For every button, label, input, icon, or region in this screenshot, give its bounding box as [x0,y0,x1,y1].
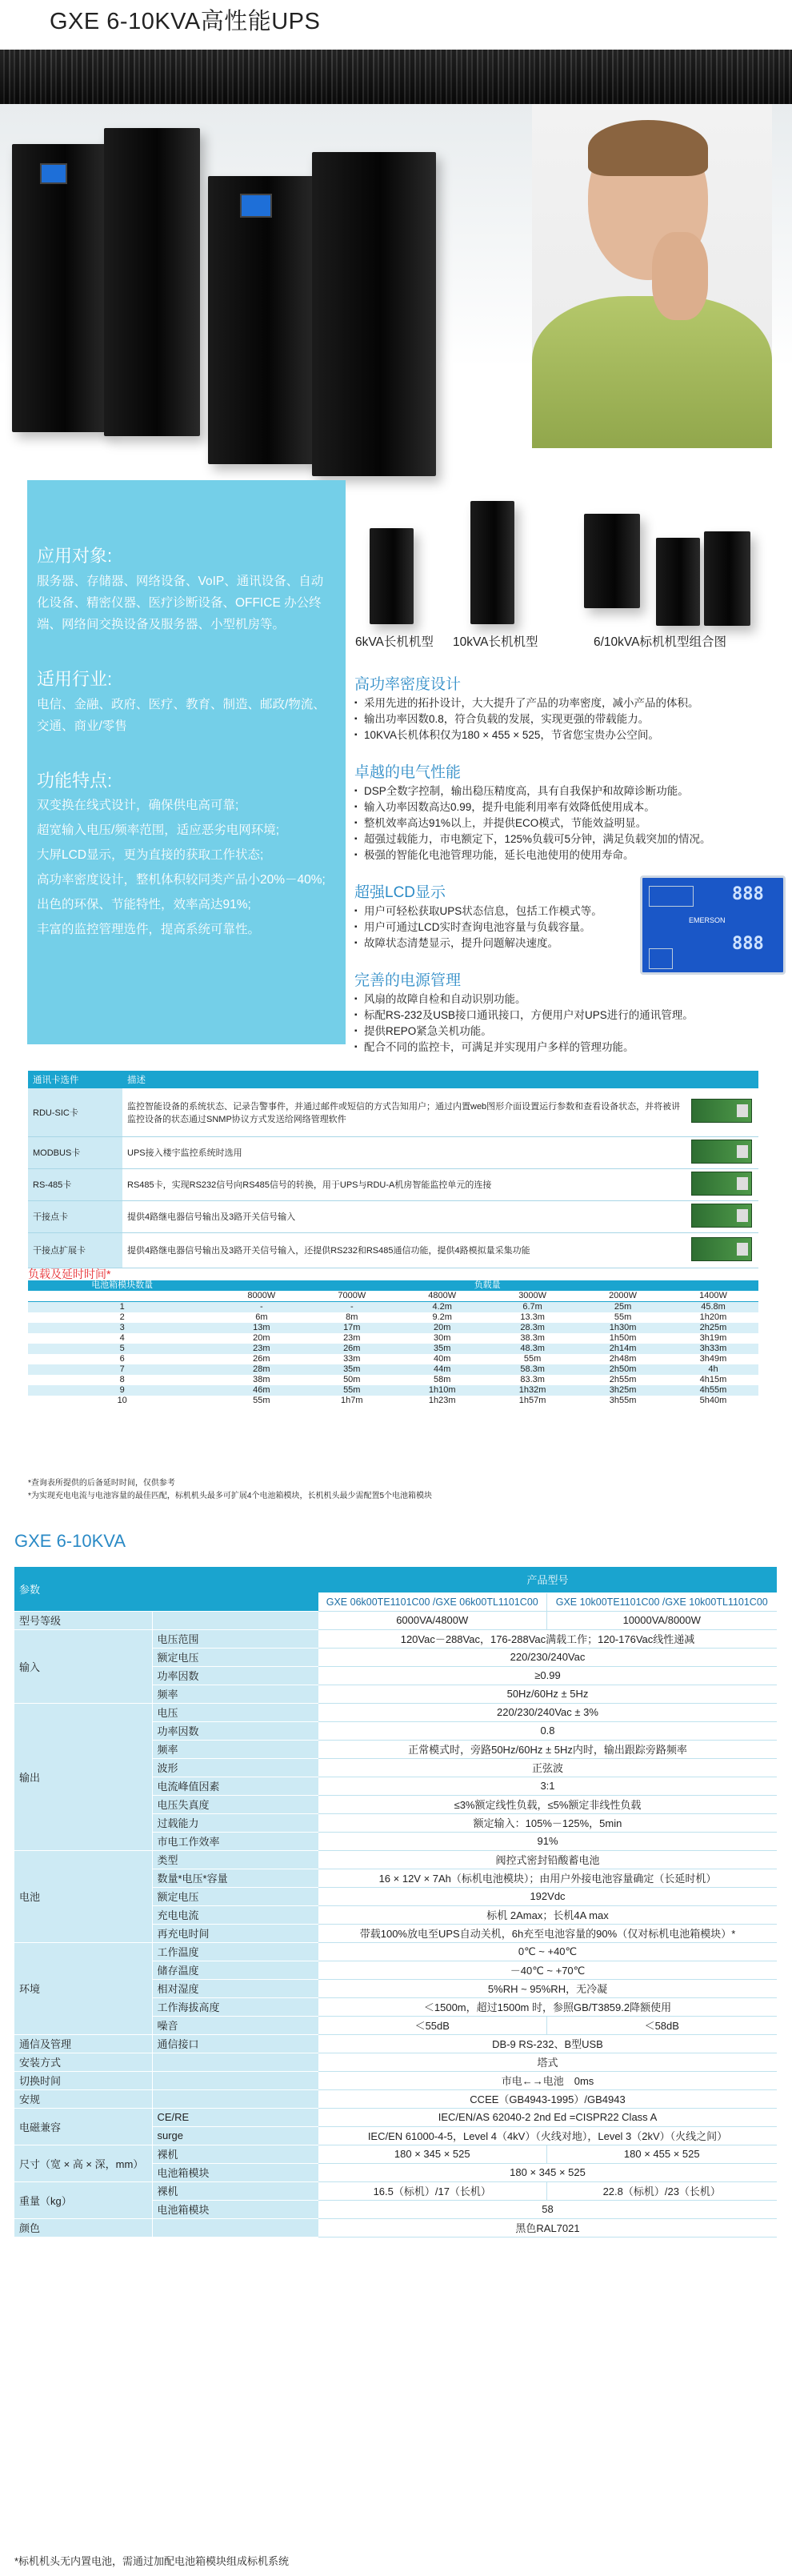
backup-time: 40m [433,1354,451,1364]
backup-time: 1h30m [578,1323,668,1333]
backup-time: 17m [306,1323,397,1333]
comm-header: 描述 [122,1071,758,1088]
spec-sub [152,2089,318,2108]
section-power-density [354,672,786,743]
spec-table [14,1567,777,2237]
spec-group: 输出 [14,1703,152,1850]
spec-row [14,2218,777,2237]
spec-value: 16 × 12V × 7Ah（标机电池模块）；由用户外接电池容量确定（长延时机） [318,1869,777,1887]
backup-time: - [306,1302,397,1313]
spec-value: 220/230/240Vac [318,1648,777,1666]
feature-item: 双变换在线式设计，确保供电高可靠; [37,799,239,812]
backup-time: 2h14m [578,1344,668,1354]
backup-time: 1h50m [609,1333,637,1343]
backup-time: 58m [433,1375,451,1384]
backup-time: 2h25m [668,1323,758,1333]
card-image [691,1237,752,1261]
spec-model-a: GXE 06k00TE1101C00 /GXE 06k00TL1101C00 [318,1592,546,1611]
feature-item: 出色的环保、节能特性，效率高达91%; [37,898,251,911]
spec-value: 标机 2Amax；长机4A max [318,1905,777,1924]
backup-time: 33m [343,1354,361,1364]
spec-value: 50Hz/60Hz ± 5Hz [318,1685,777,1703]
spec-row [14,1629,777,1648]
backup-time: 1h57m [518,1396,546,1405]
backup-time: 26m [306,1344,397,1354]
table-row [28,1344,758,1354]
spec-value: 192Vdc [318,1887,777,1905]
spec-value: 带载100%放电至UPS自动关机，6h充至电池容量的90%（仅对标机电池箱模块）* [318,1924,777,1942]
battery-count: 10 [117,1396,127,1405]
lcd-display-image [640,875,786,975]
spec-sub: 数量*电压*容量 [152,1869,318,1887]
spec-model-header: 产品型号 [318,1567,777,1592]
spec-sub: 类型 [152,1850,318,1869]
section-title: 卓越的电气性能 [354,764,462,781]
backup-time: 38.3m [520,1333,545,1343]
spec-sub: 功率因数 [152,1721,318,1740]
ups-combo-image [704,531,750,626]
spec-row [14,1942,777,1961]
backup-time: 35m [397,1344,487,1354]
backup-time: 3h33m [668,1344,758,1354]
backup-time: 1h20m [699,1312,727,1322]
load-header: 7000W [306,1291,397,1302]
spec-sub: 电流峰值因素 [152,1777,318,1795]
spec-row [14,2053,777,2071]
spec-sub [152,2218,318,2237]
section-item: ▪ 10KVA长机体积仅为180 × 455 × 525，节省您宝贵办公空间。 [354,727,786,743]
card-image [691,1140,752,1164]
model-caption: 10kVA长机机型 [453,635,538,649]
section-item: ▪ DSP全数字控制，输出稳压精度高，具有自我保护和故障诊断功能。 [354,783,786,799]
section-power-mgmt [354,968,786,1056]
spec-value: DB-9 RS-232、B型USB [318,2034,777,2053]
backup-time: 1h23m [428,1396,456,1405]
spec-value: 91% [318,1832,777,1850]
ups-combo-image [584,514,640,608]
backup-time-table [28,1280,758,1406]
card-image [691,1099,752,1123]
backup-col-battery: 电池箱模块数量 [28,1280,216,1291]
backup-time: 4h [668,1364,758,1375]
backup-time: 45.8m [668,1302,758,1313]
spec-sub: 市电工作效率 [152,1832,318,1850]
page-title: GXE 6-10KVA高性能UPS [50,9,321,34]
spec-row [14,2181,777,2200]
spec-value: －40℃ ~ +70℃ [318,1961,777,1979]
ups-10kva-image [470,501,514,624]
section-title: 超强LCD显示 [354,884,446,901]
spec-row [14,2145,777,2163]
ups-cabinet [312,152,436,476]
spec-group: 型号等级 [14,1611,152,1629]
feature-item: 大屏LCD显示，更为直接的获取工作状态; [37,848,264,862]
section-item: ▪ 整机效率高达91%以上，并提供ECO模式，节能效益明显。 [354,815,786,831]
backup-time: 8m [346,1312,358,1322]
backup-time: 5h40m [699,1396,727,1405]
spec-sub: 功率因数 [152,1666,318,1685]
section-item: ▪ 风扇的故障自检和自动识别功能。 [354,992,786,1008]
backup-time: 4h55m [668,1385,758,1396]
backup-time: 20m [253,1333,270,1343]
spec-sub: 相对湿度 [152,1979,318,1997]
backup-time: 58.3m [487,1364,578,1375]
spec-value: IEC/EN 61000-4-5，Level 4（4kV）（火线对地），Level 3（2kV）（火线之间） [318,2126,777,2145]
spec-group: 电磁兼容 [14,2108,152,2145]
backup-time: 2h48m [609,1354,637,1364]
card-name: 干接点卡 [28,1200,122,1232]
section-item: ▪ 超强过载能力，市电额定下，125%负载可5分钟，满足负载突加的情况。 [354,831,786,847]
section-item: ▪ 采用先进的拓扑设计，大大提升了产品的功率密度，减小产品的体积。 [354,695,786,711]
card-desc: 提供4路继电器信号输出及3路开关信号输入，还提供RS232和RS485通信功能，提供4路模拟量采集功能 [122,1232,686,1268]
backup-time: 35m [306,1364,397,1375]
feature-item: 丰富的监控管理选件，提高系统可靠性。 [37,923,261,936]
spec-sub: 电压范围 [152,1629,318,1648]
spec-sub: 工作温度 [152,1942,318,1961]
industries-text: 电信、金融、政府、医疗、教育、制造、邮政/物流、交通、商业/零售 [37,698,326,733]
backup-time: 3h25m [578,1385,668,1396]
load-header: 3000W [487,1291,578,1302]
spec-sub: 再充电时间 [152,1924,318,1942]
spec-group: 电池 [14,1850,152,1942]
ups-cabinet [208,176,316,464]
backup-time: 26m [253,1354,270,1364]
backup-time: 2h55m [609,1375,637,1384]
card-desc: 监控智能设备的系统状态、记录告警事件，并通过邮件或短信的方式告知用户；通过内置web图形介面设置运行参数和查看设备状态，并将被讲监控设备的状态通过SNMP协议方式发送给网络管理软件 [122,1088,686,1136]
spec-value-6k: 180 × 345 × 525 [318,2145,546,2163]
table-row [28,1088,758,1136]
backup-time: 55m [523,1354,542,1364]
backup-time: 25m [578,1302,668,1313]
section-item: ▪ 标配RS-232及USB接口通讯接口，方便用户对UPS进行的通讯管理。 [354,1008,786,1024]
battery-count: 7 [28,1364,216,1375]
backup-time: 3h49m [699,1354,727,1364]
spec-sub: 频率 [152,1685,318,1703]
targets-title: 应用对象: [37,546,113,566]
spec-value-10k: 180 × 455 × 525 [546,2145,777,2163]
spec-sub: 储存温度 [152,1961,318,1979]
spec-group: 颜色 [14,2218,152,2237]
table-row [28,1312,758,1323]
section-item: ▪ 故障状态清楚显示，提升问题解决速度。 [354,935,634,951]
model-caption: 6/10kVA标机机型组合图 [594,635,726,649]
load-header: 2000W [578,1291,668,1302]
backup-time: 4.2m [397,1302,487,1313]
table-row [28,1302,758,1313]
spec-sub: surge [152,2126,318,2145]
model-photos [352,490,784,650]
lcd-logo: EMERSON [689,916,726,924]
backup-time: 55m [306,1385,397,1396]
backup-notes [28,1477,432,1503]
battery-count: 3 [28,1323,216,1333]
spec-value: 0℃ ~ +40℃ [318,1942,777,1961]
spec-value: ＜1500m，超过1500m 时，参照GB/T3859.2降额使用 [318,1997,777,2016]
comm-header: 通讯卡选件 [28,1071,122,1088]
spec-model-b: GXE 10k00TE1101C00 /GXE 10k00TL1101C00 [546,1592,777,1611]
feature-item: 超宽输入电压/频率范围，适应恶劣电网环境; [37,823,280,837]
spec-row [14,2034,777,2053]
table-row [28,1354,758,1364]
spec-value-6k: 16.5（标机）/17（长机） [318,2181,546,2200]
spec-value: 220/230/240Vac ± 3% [318,1703,777,1721]
spec-sub: 额定电压 [152,1648,318,1666]
spec-value: 黑色RAL7021 [318,2218,777,2237]
feature-item: 高功率密度设计，整机体积较同类产品小20%－40%; [37,873,326,887]
card-name: MODBUS卡 [28,1136,122,1168]
backup-time: - [216,1302,306,1313]
table-row [28,1200,758,1232]
backup-title: 负载及延时时间* [28,1268,111,1280]
backup-time: 23m [216,1344,306,1354]
card-name: 干接点扩展卡 [28,1232,122,1268]
ups-cabinet [104,128,200,436]
section-title: 完善的电源管理 [354,972,462,989]
table-row [28,1232,758,1268]
spec-sub: 噪音 [152,2016,318,2034]
backup-time: 55m [614,1312,632,1322]
applications-panel [27,480,346,1044]
spec-row [14,1611,777,1629]
section-item: ▪ 用户可通过LCD实时查询电池容量与负载容量。 [354,919,634,935]
spec-sub: 裸机 [152,2145,318,2163]
spec-value-6k: 6000VA/4800W [318,1611,546,1629]
ups-6kva-image [370,528,414,624]
backup-col-load: 负载量 [216,1280,758,1291]
section-item: ▪ 输出功率因数0.8，符合负载的发展，实现更强的带载能力。 [354,711,786,727]
spec-sub: 通信接口 [152,2034,318,2053]
industries-title: 适用行业: [37,669,113,689]
card-name: RS-485卡 [28,1168,122,1200]
section-electrical [354,760,786,863]
spec-row [14,1850,777,1869]
lcd-reading: 888 [732,884,764,904]
note-item: *查询表所提供的后备延时时间，仅供参考 [28,1479,175,1488]
spec-sub: 频率 [152,1740,318,1758]
spec-value: 120Vac－288Vac，176-288Vac满载工作；120-176Vac线性递减 [318,1629,777,1648]
spec-value: ≥0.99 [318,1666,777,1685]
load-header: 4800W [397,1291,487,1302]
spec-title: GXE 6-10KVA [14,1531,126,1551]
spec-value: IEC/EN/AS 62040-2 2nd Ed =CISPR22 Class A [318,2108,777,2126]
banner-bar [0,50,792,104]
backup-time: 1h32m [487,1385,578,1396]
spec-value-10k: 22.8（标机）/23（长机） [546,2181,777,2200]
spec-sub: 额定电压 [152,1887,318,1905]
backup-time: 1h7m [341,1396,363,1405]
backup-time: 6.7m [487,1302,578,1313]
spec-sub: 裸机 [152,2181,318,2200]
spec-sub: 电池箱模块 [152,2163,318,2181]
backup-time: 3h55m [609,1396,637,1405]
features-title: 功能特点: [37,771,113,791]
spec-group: 尺寸（宽 × 高 × 深，mm） [14,2145,152,2181]
targets-text: 服务器、存储器、网络设备、VoIP、通讯设备、自动化设备、精密仪器、医疗诊断设备、OFFICE 办公终端、网络间交换设备及服务器、小型机房等。 [37,575,324,631]
table-row [28,1375,758,1385]
spec-row [14,2071,777,2089]
table-row [28,1396,758,1406]
backup-time: 48.3m [487,1344,578,1354]
person-photo [532,104,772,448]
table-row [28,1364,758,1375]
backup-time: 30m [433,1333,451,1343]
spec-footnote: *标机机头无内置电池，需通过加配电池箱模块组成标机系统 [14,2555,290,2567]
spec-row [14,2089,777,2108]
table-row [28,1136,758,1168]
spec-sub: 波形 [152,1758,318,1777]
section-item: ▪ 提供REPO紧急关机功能。 [354,1024,786,1040]
load-header: 1400W [668,1291,758,1302]
battery-count: 9 [28,1385,216,1396]
spec-sub [152,2053,318,2071]
section-item: ▪ 极强的智能化电池管理功能，延长电池使用的使用寿命。 [354,847,786,863]
spec-value: 58 [318,2200,777,2218]
spec-value: 5%RH ~ 95%RH，无冷凝 [318,1979,777,1997]
backup-time: 38m [253,1375,270,1384]
card-image [691,1172,752,1196]
section-title: 高功率密度设计 [354,676,462,693]
ups-cabinet [12,144,108,432]
spec-sub: 过载能力 [152,1813,318,1832]
backup-time: 4h15m [699,1375,727,1384]
battery-count: 1 [28,1302,216,1313]
backup-time: 20m [397,1323,487,1333]
load-header: 8000W [216,1291,306,1302]
backup-time: 13.3m [520,1312,545,1322]
table-row [28,1323,758,1333]
spec-group: 环境 [14,1942,152,2034]
battery-count: 5 [28,1344,216,1354]
backup-time: 9.2m [432,1312,452,1322]
ups-combo-image [656,538,700,626]
backup-time: 3h19m [699,1333,727,1343]
spec-sub: 充电电流 [152,1905,318,1924]
spec-value: 正弦波 [318,1758,777,1777]
section-item: ▪ 配合不同的监控卡，可满足并实现用户多样的管理功能。 [354,1040,786,1056]
spec-sub: 电池箱模块 [152,2200,318,2218]
spec-value: 阀控式密封铅酸蓄电池 [318,1850,777,1869]
spec-group: 安规 [14,2089,152,2108]
comm-card-table [28,1071,758,1268]
battery-count: 4 [119,1333,125,1343]
spec-group: 通信及管理 [14,2034,152,2053]
spec-value: 市电←→电池 0ms [318,2071,777,2089]
spec-group: 安装方式 [14,2053,152,2071]
spec-value: CCEE（GB4943-1995）/GB4943 [318,2089,777,2108]
spec-value: 塔式 [318,2053,777,2071]
spec-group: 重量（kg） [14,2181,152,2218]
spec-value: 正常模式时，旁路50Hz/60Hz ± 5Hz内时，输出跟踪旁路频率 [318,1740,777,1758]
card-image [691,1204,752,1228]
backup-time: 44m [397,1364,487,1375]
spec-value: 3:1 [318,1777,777,1795]
spec-param-header: 参数 [14,1567,152,1611]
card-name: RDU-SIC卡 [28,1088,122,1136]
section-lcd [354,880,634,951]
backup-time: 2h50m [578,1364,668,1375]
spec-value: 180 × 345 × 525 [318,2163,777,2181]
backup-time: 28.3m [487,1323,578,1333]
battery-count: 2 [119,1312,125,1322]
spec-sub: 工作海拔高度 [152,1997,318,2016]
backup-time: 50m [343,1375,361,1384]
spec-sub [152,1611,318,1629]
table-row [28,1333,758,1344]
spec-value-6k: ＜55dB [318,2016,546,2034]
spec-group: 切换时间 [14,2071,152,2089]
backup-time: 13m [216,1323,306,1333]
spec-value-10k: ＜58dB [546,2016,777,2034]
spec-value: 额定输入：105%－125%，5min [318,1813,777,1832]
spec-sub [152,2071,318,2089]
backup-time: 6m [255,1312,268,1322]
spec-sub: 电压 [152,1703,318,1721]
card-desc: UPS接入楼宇监控系统时选用 [122,1136,686,1168]
spec-group: 输入 [14,1629,152,1703]
battery-count: 8 [119,1375,125,1384]
battery-count: 6 [119,1354,125,1364]
spec-row [14,1703,777,1721]
section-item: ▪ 用户可轻松获取UPS状态信息，包括工作模式等。 [354,903,634,919]
spec-sub: CE/RE [152,2108,318,2126]
spec-row [14,2108,777,2126]
card-desc: 提供4路继电器信号输出及3路开关信号输入 [122,1200,686,1232]
spec-value: 0.8 [318,1721,777,1740]
spec-value-10k: 10000VA/8000W [546,1611,777,1629]
backup-time: 83.3m [520,1375,545,1384]
table-row [28,1168,758,1200]
lcd-reading: 888 [732,934,764,954]
model-caption: 6kVA长机机型 [355,635,434,649]
note-item: *为实现充电电流与电池容量的最佳匹配，标机机头最多可扩展4个电池箱模块，长机机头最少需配置5个电池箱模块 [28,1492,433,1500]
backup-time: 46m [216,1385,306,1396]
section-item: ▪ 输入功率因数高达0.99，提升电能利用率有效降低使用成本。 [354,799,786,815]
backup-time: 55m [253,1396,270,1405]
backup-time: 23m [343,1333,361,1343]
spec-sub: 电压失真度 [152,1795,318,1813]
backup-time: 1h10m [397,1385,487,1396]
backup-time: 28m [216,1364,306,1375]
spec-value: ≤3%额定线性负载，≤5%额定非线性负载 [318,1795,777,1813]
table-row [28,1385,758,1396]
card-desc: RS485卡，实现RS232信号向RS485信号的转换，用于UPS与RDU-A机房智能监控单元的连接 [122,1168,686,1200]
